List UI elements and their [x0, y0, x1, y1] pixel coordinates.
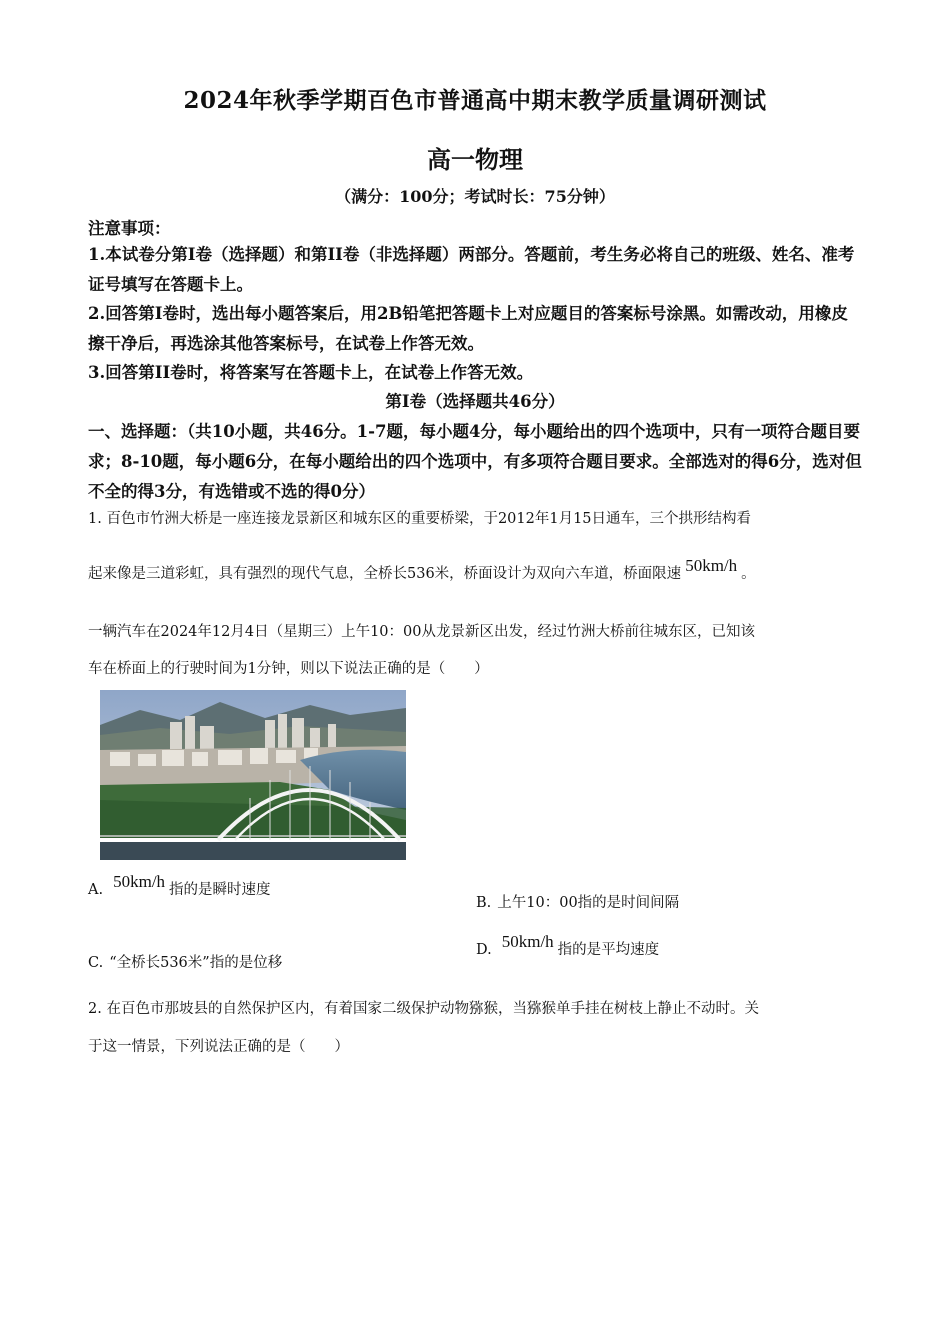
option-a-letter: A.	[88, 882, 104, 898]
q1-line: 车在桥面上的行驶时间为1分钟，则以下说法正确的是（ ）	[88, 661, 489, 677]
part1-title: 第I卷（选择题共46分）	[385, 392, 565, 411]
q1-line-end: 。	[741, 566, 756, 582]
option-a	[88, 872, 271, 899]
q1-line	[88, 556, 866, 585]
note-item: 3.回答第II卷时，将答案写在答题卡上，在试卷上作答无效。	[88, 363, 534, 382]
bridge-illustration	[100, 690, 406, 860]
option-c	[88, 951, 282, 972]
option-b	[476, 891, 679, 912]
option-d	[476, 932, 660, 959]
section-instructions: 一、选择题：（共10小题，共46分。1-7题，每小题4分，每小题给出的四个选项中，只有一项符合题目要求；8-10题，每小题6分，在每小题给出的四个选项中，有多项符合题目要求。全部选对的得6分，选对但不全的得3分，有选错或不选的得0分）	[88, 422, 862, 501]
option-d-unit: 50km/h	[501, 932, 554, 951]
q2-line: 于这一情景，下列说法正确的是（ ）	[88, 1039, 349, 1055]
q1-line: 一辆汽车在2024年12月4日（星期三）上午10：00从龙景新区出发，经过竹洲大桥前往城东区，已知该	[88, 624, 755, 640]
notes-heading: 注意事项：	[88, 219, 171, 238]
note-item: 2.回答第I卷时，选出每小题答案后，用2B铅笔把答题卡上对应题目的答案标号涂黑。如需改动，用橡皮擦干净后，再选涂其他答案标号，在试卷上作答无效。	[88, 304, 848, 353]
option-a-text: 指的是瞬时速度	[169, 882, 271, 898]
option-a-unit: 50km/h	[113, 872, 166, 891]
q1-line: 1. 百色市竹洲大桥是一座连接龙景新区和城东区的重要桥梁，于2012年1月15日通车，三个拱形结构看	[88, 511, 752, 527]
q2-line: 2. 在百色市那坡县的自然保护区内，有着国家二级保护动物猕猴，当猕猴单手挂在树枝上静止不动时。关	[88, 1001, 759, 1017]
speed-limit-unit: 50km/h	[685, 556, 738, 575]
exam-meta: （满分：100分；考试时长：75分钟）	[335, 187, 615, 206]
exam-title: 2024年秋季学期百色市普通高中期末教学质量调研测试	[183, 87, 767, 114]
option-c-text: “全桥长536米”指的是位移	[109, 955, 283, 971]
subject-title: 高一物理	[427, 145, 523, 174]
option-b-text: 上午10：00指的是时间间隔	[497, 895, 680, 911]
option-c-letter: C.	[88, 955, 104, 971]
q1-line-text: 起来像是三道彩虹，具有强烈的现代气息，全桥长536米，桥面设计为双向六车道，桥面限速	[88, 566, 682, 582]
option-b-letter: B.	[476, 895, 492, 911]
option-d-text: 指的是平均速度	[557, 942, 660, 958]
option-d-letter: D.	[476, 942, 492, 958]
note-item: 1.本试卷分第I卷（选择题）和第II卷（非选择题）两部分。答题前，考生务必将自己的班级、姓名、准考证号填写在答题卡上。	[88, 245, 855, 294]
bridge-photo	[100, 690, 406, 860]
